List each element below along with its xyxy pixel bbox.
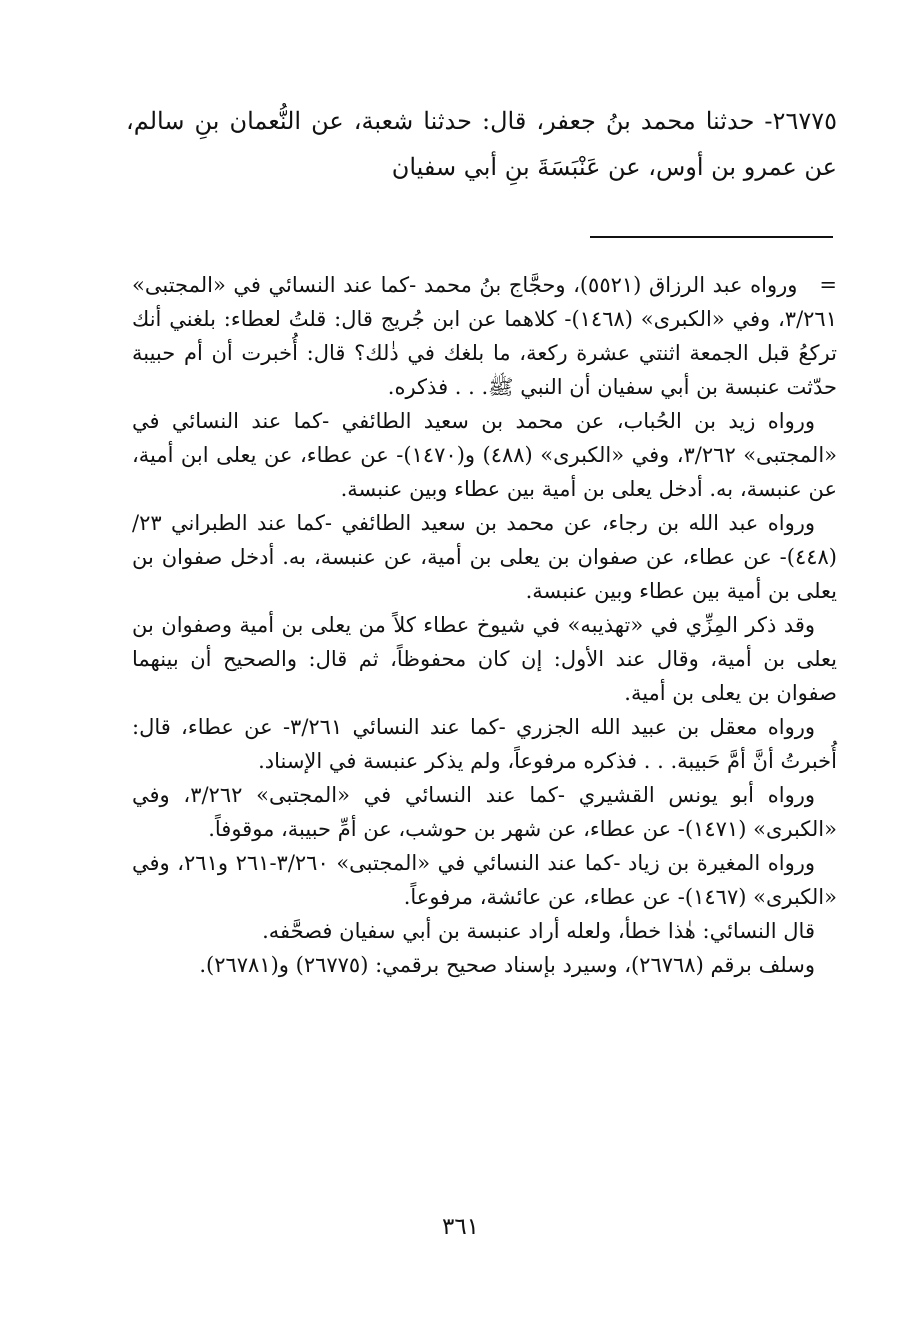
footnote-paragraph	[132, 268, 837, 404]
footnote-separator	[590, 236, 833, 238]
footnote-paragraph: ورواه عبد الله بن رجاء، عن محمد بن سعيد الطائفي -كما عند الطبراني ٢٣/ (٤٤٨)- عن عطاء، عن صفوان بن يعلى بن أمية، عن عنبسة، به. أدخل صفوان بن يعلى بن أمية بين عطاء وبين عنبسة.	[132, 511, 837, 603]
footnote-paragraph: ورواه أبو يونس القشيري -كما عند النسائي في «المجتبى» ٣/٢٦٢، وفي «الكبرى» (١٤٧١)- عن عطاء، عن شهر بن حوشب، عن أمِّ حبيبة، موقوفاً.	[132, 783, 837, 841]
main-text-block	[126, 98, 837, 190]
footnote-paragraph: وقد ذكر المِزِّي في «تهذيبه» في شيوخ عطاء كلاً من يعلى بن أمية وصفوان بن يعلى بن أمية، وقال عند الأول: إن كان محفوظاً، ثم قال: والصحيح أن بينهما صفوان بن يعلى بن أمية.	[132, 613, 837, 705]
hadith-paragraph: ٢٦٧٧٥- حدثنا محمد بنُ جعفر، قال: حدثنا شعبة، عن النُّعمان بنِ سالم، عن عمرو بن أوس، عن عَنْبَسَةَ بنِ أبي سفيان	[126, 107, 837, 181]
footnotes-block	[132, 268, 837, 982]
footnote-paragraph: قال النسائي: هٰذا خطأ، ولعله أراد عنبسة بن أبي سفيان فصحَّفه.	[262, 919, 815, 943]
footnote-paragraph: وسلف برقم (٢٦٧٦٨)، وسيرد بإسناد صحيح برقمي: (٢٦٧٧٥) و(٢٦٧٨١).	[199, 953, 815, 977]
footnote-paragraph: ورواه معقل بن عبيد الله الجزري -كما عند النسائي ٣/٢٦١- عن عطاء، قال: أُخبرتُ أنَّ أمَّ حَبيبة. . . فذكره مرفوعاً، ولم يذكر عنبسة في الإسناد.	[132, 715, 837, 773]
continuation-mark: =	[819, 273, 837, 297]
footnote-text: ورواه عبد الرزاق (٥٥٢١)، وحجَّاج بنُ محمد -كما عند النسائي في «المجتبى» ٣/٢٦١، وفي «الكبرى» (١٤٦٨)- كلاهما عن ابن جُريج قال: قلتُ لعطاء: بلغني أنك تركعُ قبل الجمعة اثنتي عشرة ركعة، ما بلغك في ذٰلك؟ قال: أُخبرت أن أم حبيبة حدّثت عنبسة بن أبي سفيان أن النبي ﷺ. . . فذكره.	[132, 273, 837, 399]
footnote-paragraph: ورواه المغيرة بن زياد -كما عند النسائي في «المجتبى» ٣/٢٦٠-٢٦١ و٢٦١، وفي «الكبرى» (١٤٦٧)- عن عطاء، عن عائشة، مرفوعاً.	[132, 851, 837, 909]
page-number: ٣٦١	[441, 1214, 480, 1240]
footnote-paragraph: ورواه زيد بن الحُباب، عن محمد بن سعيد الطائفي -كما عند النسائي في «المجتبى» ٣/٢٦٢، وفي «الكبرى» (٤٨٨) و(١٤٧٠)- عن عطاء، عن يعلى ابن أمية، عن عنبسة، به. أدخل يعلى بن أمية بين عطاء وبين عنبسة.	[132, 409, 838, 501]
